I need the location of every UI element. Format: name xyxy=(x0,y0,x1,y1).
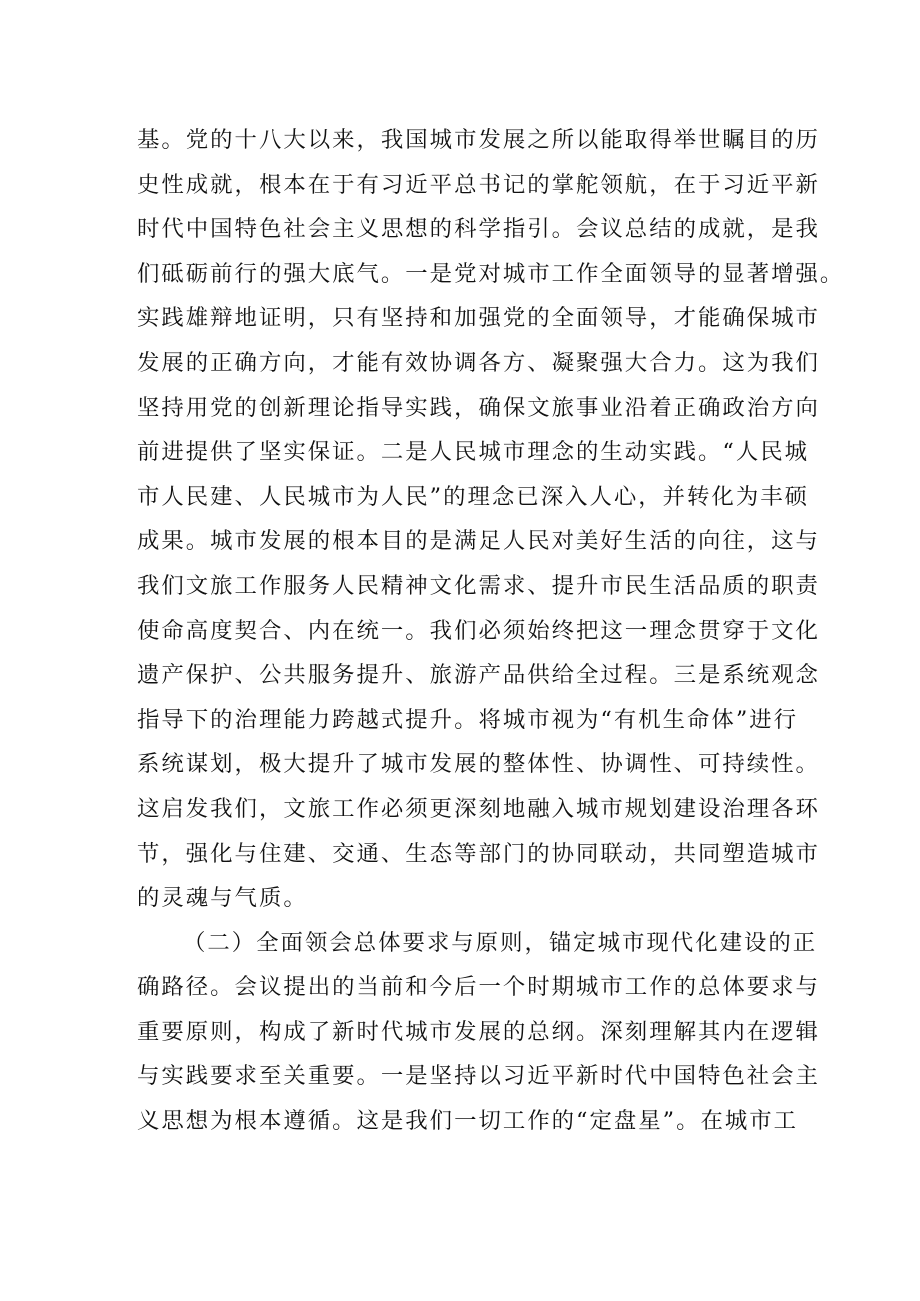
text-line: 我们文旅工作服务人民精神文化需求、提升市民生活品质的职责 xyxy=(137,572,820,599)
text-line: 指导下的治理能力跨越式提升。将城市视为“有机生命体”进行 xyxy=(137,706,799,733)
text-line: 基。党的十八大以来，我国城市发展之所以能取得举世瞩目的历 xyxy=(137,127,820,153)
text-line: 前进提供了坚实保证。二是人民城市理念的生动实践。“人民城 xyxy=(137,439,809,466)
text-line: 义思想为根本遵循。这是我们一切工作的“定盘星”。在城市工 xyxy=(137,1108,799,1135)
text-line: 与实践要求至关重要。一是坚持以习近平新时代中国特色社会主 xyxy=(137,1063,820,1090)
text-line: 实践雄辩地证明，只有坚持和加强党的全面领导，才能确保城市 xyxy=(137,305,820,332)
text-line: 节，强化与住建、交通、生态等部门的协同联动，共同塑造城市 xyxy=(137,840,820,867)
document-body xyxy=(137,118,845,1144)
text-line: 这启发我们，文旅工作必须更深刻地融入城市规划建设治理各环 xyxy=(137,795,820,822)
text-line: 们砥砺前行的强大底气。一是党对城市工作全面领导的显著增强。 xyxy=(137,260,845,287)
text-line: 重要原则，构成了新时代城市发展的总纲。深刻理解其内在逻辑 xyxy=(137,1018,820,1045)
text-line: 成果。城市发展的根本目的是满足人民对美好生活的向往，这与 xyxy=(137,528,820,555)
text-line: 坚持用党的创新理论指导实践，确保文旅事业沿着正确政治方向 xyxy=(137,394,820,421)
text-line: 时代中国特色社会主义思想的科学指引。会议总结的成就，是我 xyxy=(137,216,820,243)
text-line: 使命高度契合、内在统一。我们必须始终把这一理念贯穿于文化 xyxy=(137,617,820,644)
text-line: 的灵魂与气质。 xyxy=(137,885,308,912)
text-line: 确路径。会议提出的当前和今后一个时期城市工作的总体要求与 xyxy=(137,974,820,1001)
section-heading-line: （二）全面领会总体要求与原则，锚定城市现代化建设的正 xyxy=(183,929,818,956)
text-line: 系统谋划，极大提升了城市发展的整体性、协调性、可持续性。 xyxy=(137,751,820,778)
text-line: 发展的正确方向，才能有效协调各方、凝聚强大合力。这为我们 xyxy=(137,349,820,376)
text-line: 市人民建、人民城市为人民”的理念已深入人心，并转化为丰硕 xyxy=(137,483,809,510)
text-line: 史性成就，根本在于有习近平总书记的掌舵领航，在于习近平新 xyxy=(137,171,820,198)
text-line: 遗产保护、公共服务提升、旅游产品供给全过程。三是系统观念 xyxy=(137,662,820,689)
